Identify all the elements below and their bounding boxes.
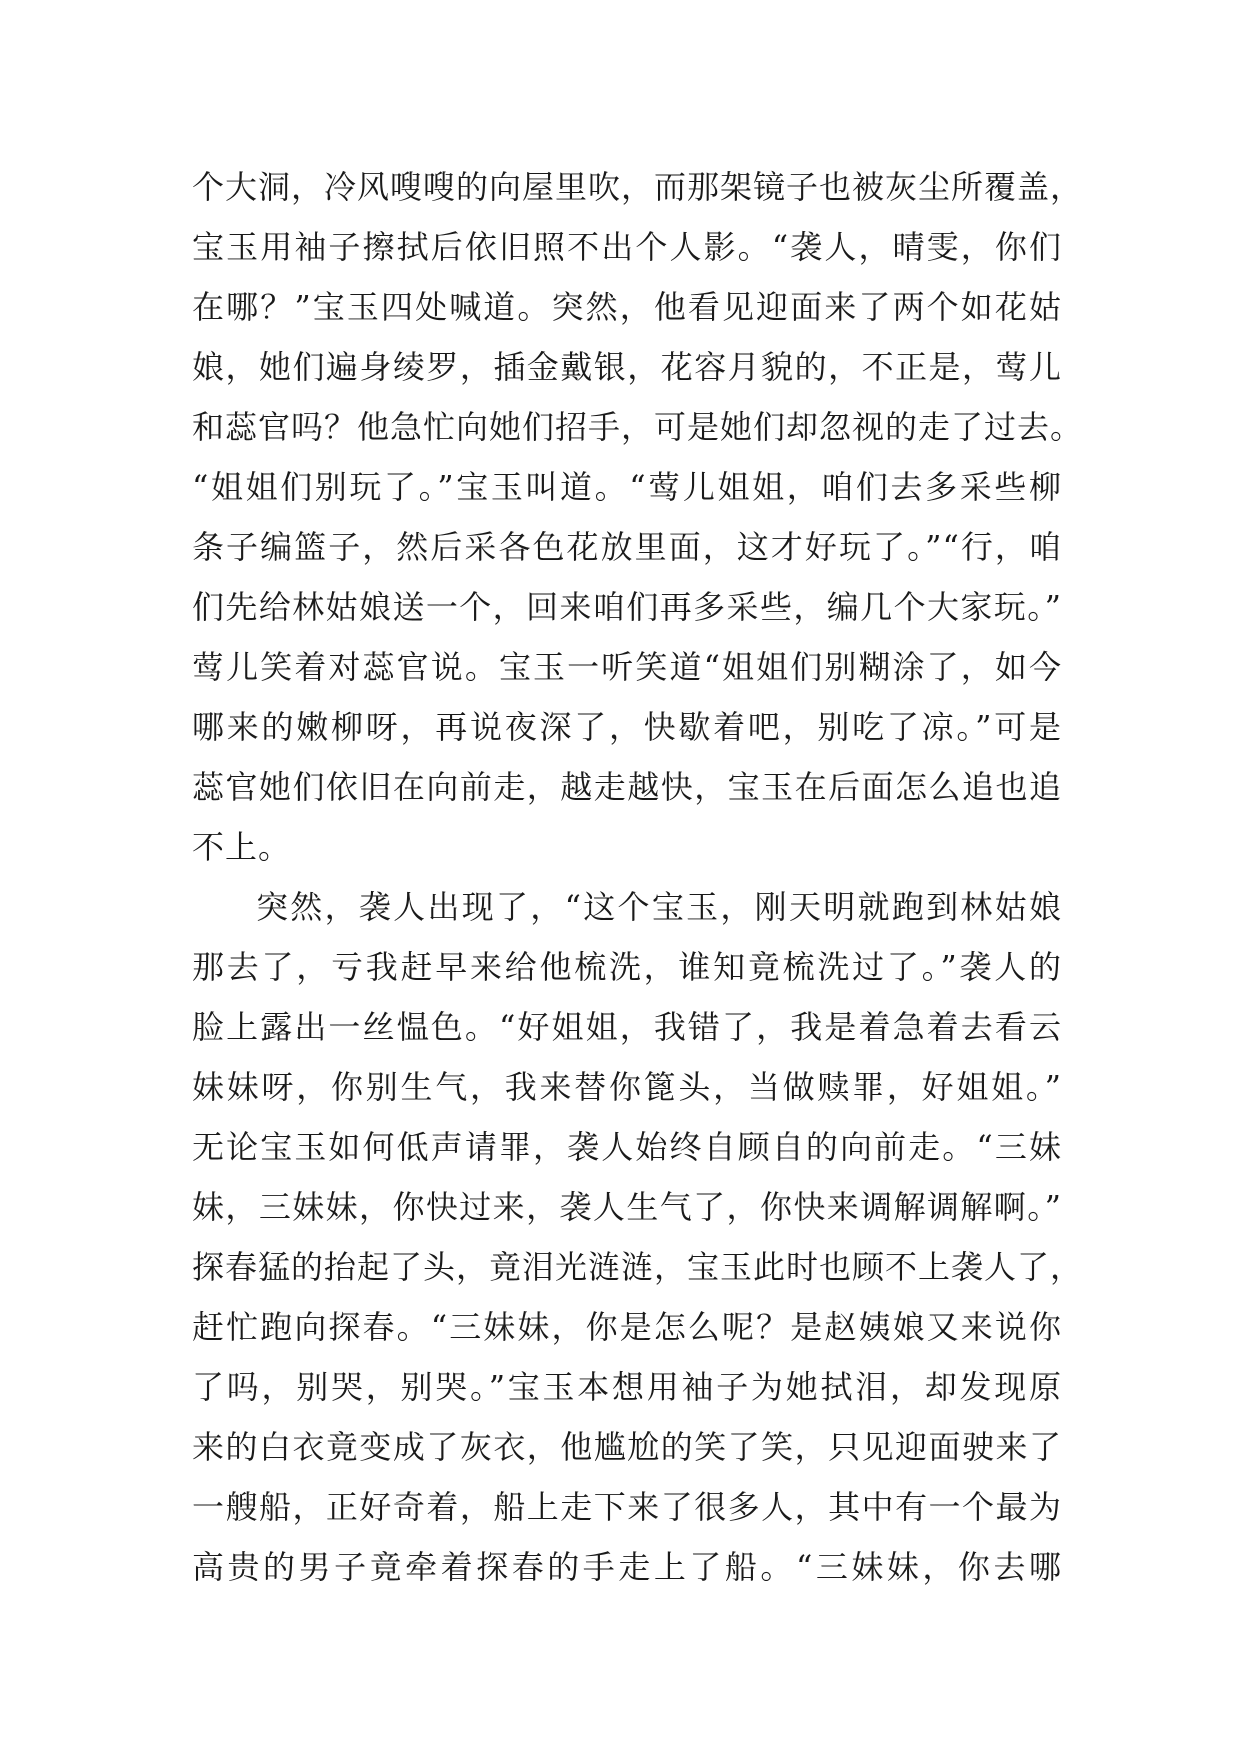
text-line-paragraph-start: 突然，袭人出现了，“这个宝玉，刚天明就跑到林姑娘	[256, 888, 1062, 926]
text-line: 莺儿笑着对蕊官说。宝玉一听笑道“姐姐们别糊涂了，如今	[192, 648, 1062, 686]
text-line: 娘，她们遍身绫罗，插金戴银，花容月貌的，不正是，莺儿	[192, 348, 1062, 386]
text-line: 了吗，别哭，别哭。”宝玉本想用袖子为她拭泪，却发现原	[192, 1368, 1062, 1406]
text-line: 妹妹呀，你别生气，我来替你篦头，当做赎罪，好姐姐。”	[192, 1068, 1062, 1106]
text-line: 在哪？”宝玉四处喊道。突然，他看见迎面来了两个如花姑	[192, 288, 1062, 326]
text-line: 不上。	[192, 828, 292, 866]
text-line: 赶忙跑向探春。“三妹妹，你是怎么呢？是赵姨娘又来说你	[192, 1308, 1062, 1346]
text-line: 宝玉用袖子擦拭后依旧照不出个人影。“袭人，晴雯，你们	[192, 228, 1062, 266]
text-line: 来的白衣竟变成了灰衣，他尴尬的笑了笑，只见迎面驶来了	[192, 1428, 1062, 1466]
text-line: 和蕊官吗？他急忙向她们招手，可是她们却忽视的走了过去。	[192, 408, 1084, 446]
text-line: 探春猛的抬起了头，竟泪光涟涟，宝玉此时也顾不上袭人了，	[192, 1248, 1084, 1286]
text-line: “姐姐们别玩了。”宝玉叫道。“莺儿姐姐，咱们去多采些柳	[192, 468, 1062, 506]
text-line: 那去了，亏我赶早来给他梳洗，谁知竟梳洗过了。”袭人的	[192, 948, 1062, 986]
text-line: 蕊官她们依旧在向前走，越走越快，宝玉在后面怎么追也追	[192, 768, 1062, 806]
text-line: 们先给林姑娘送一个，回来咱们再多采些，编几个大家玩。”	[192, 588, 1062, 626]
text-line: 哪来的嫩柳呀，再说夜深了，快歇着吧，别吃了凉。”可是	[192, 708, 1062, 746]
text-line: 高贵的男子竟牵着探春的手走上了船。“三妹妹，你去哪	[192, 1548, 1062, 1586]
text-line: 条子编篮子，然后采各色花放里面，这才好玩了。”“行，咱	[192, 528, 1062, 566]
text-line: 脸上露出一丝愠色。“好姐姐，我错了，我是着急着去看云	[192, 1008, 1062, 1046]
text-line: 一艘船，正好奇着，船上走下来了很多人，其中有一个最为	[192, 1488, 1062, 1526]
text-line: 妹，三妹妹，你快过来，袭人生气了，你快来调解调解啊。”	[192, 1188, 1062, 1226]
body-text	[192, 157, 1084, 1597]
text-line: 无论宝玉如何低声请罪，袭人始终自顾自的向前走。“三妹	[192, 1128, 1062, 1166]
text-line: 个大洞，冷风嗖嗖的向屋里吹，而那架镜子也被灰尘所覆盖，	[192, 168, 1084, 206]
